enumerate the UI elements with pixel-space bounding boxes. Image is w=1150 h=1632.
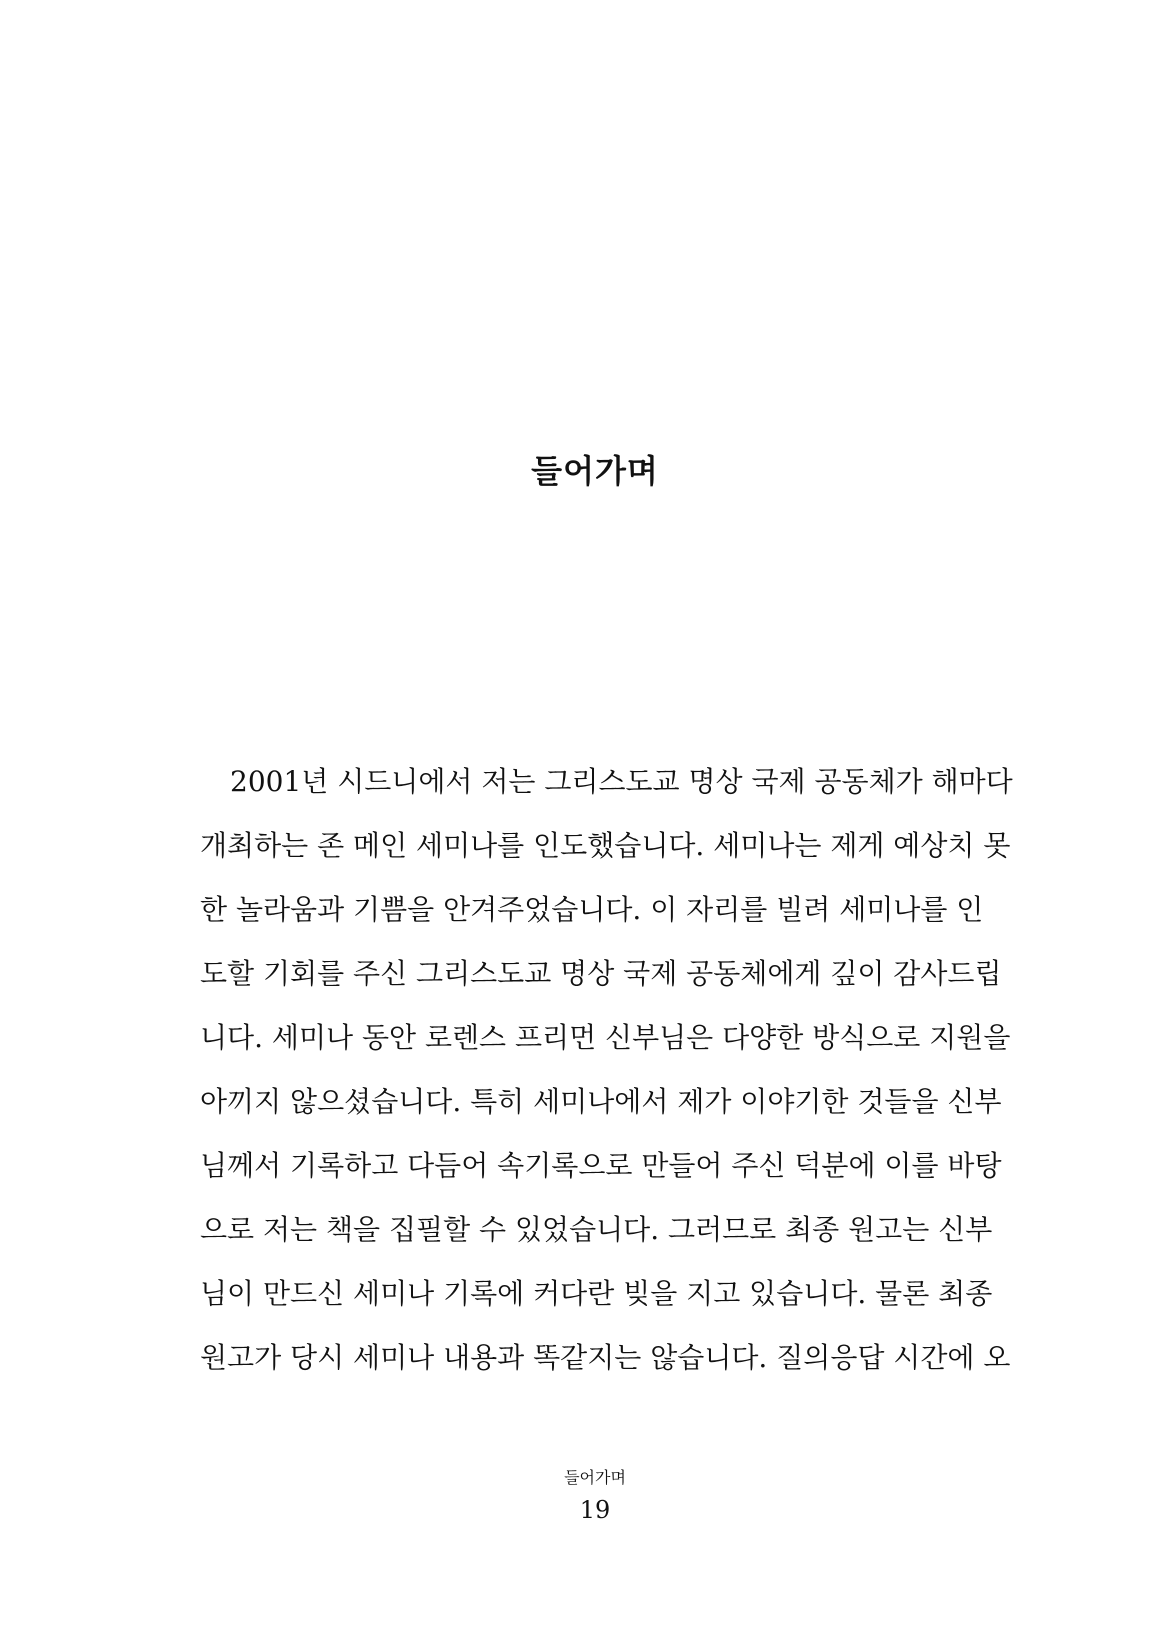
body-text	[200, 760, 1013, 1400]
body-line: 으로 저는 책을 집필할 수 있었습니다. 그러므로 최종 원고는 신부	[200, 1213, 993, 1246]
body-line: 개최하는 존 메인 세미나를 인도했습니다. 세미나는 제게 예상치 못	[200, 829, 1011, 862]
body-line: 도할 기회를 주신 그리스도교 명상 국제 공동체에게 깊이 감사드립	[200, 957, 1002, 990]
body-line: 님께서 기록하고 다듬어 속기록으로 만들어 주신 덕분에 이를 바탕	[200, 1149, 1002, 1182]
body-line: 원고가 당시 세미나 내용과 똑같지는 않습니다. 질의응답 시간에 오	[200, 1341, 1011, 1374]
body-line: 2001년 시드니에서 저는 그리스도교 명상 국제 공동체가 해마다	[230, 765, 1013, 798]
body-line: 님이 만드신 세미나 기록에 커다란 빚을 지고 있습니다. 물론 최종	[200, 1277, 993, 1310]
running-footer-title: 들어가며	[564, 1468, 626, 1487]
page-number: 19	[579, 1496, 611, 1524]
body-line: 니다. 세미나 동안 로렌스 프리먼 신부님은 다양한 방식으로 지원을	[200, 1021, 1011, 1054]
body-line: 아끼지 않으셨습니다. 특히 세미나에서 제가 이야기한 것들을 신부	[200, 1085, 1002, 1118]
chapter-title: 들어가며	[531, 452, 659, 490]
body-line: 한 놀라움과 기쁨을 안겨주었습니다. 이 자리를 빌려 세미나를 인	[200, 893, 984, 926]
